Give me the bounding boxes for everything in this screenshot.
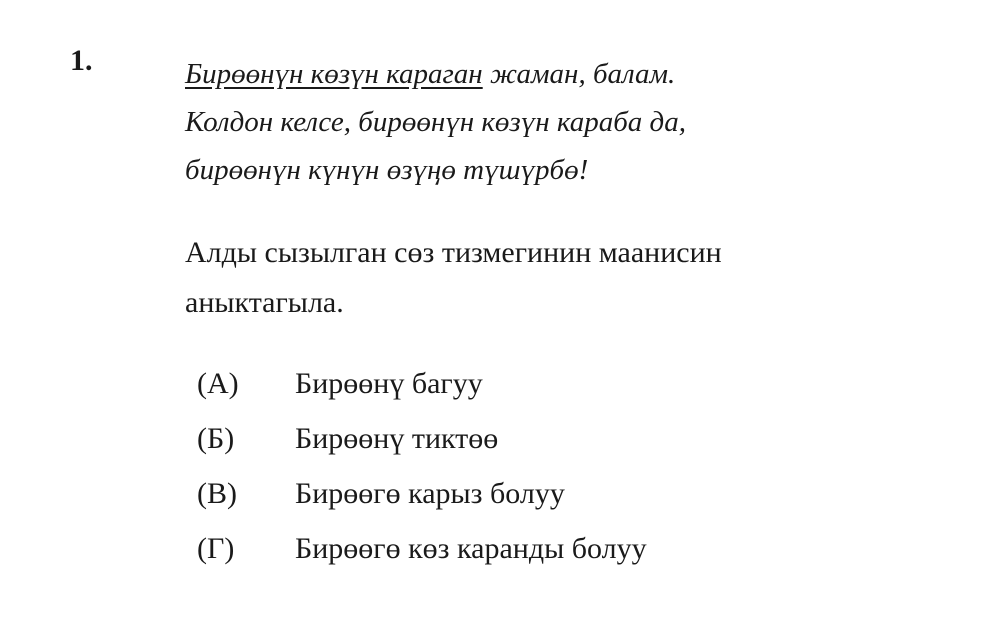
option-b-text: Бирөөнү тиктөө [295, 421, 499, 455]
option-b-label: (Б) [197, 421, 235, 455]
answer-options [197, 356, 957, 576]
option-a-text: Бирөөнү багуу [295, 366, 483, 400]
prompt-line-1: Алды сызылган сөз тизмегинин маанисин [185, 236, 722, 269]
option-v[interactable] [197, 466, 957, 521]
option-a[interactable] [197, 356, 957, 411]
option-g[interactable] [197, 521, 957, 576]
passage-line-2: Колдон келсе, бирөөнүн көзүн караба да, [185, 106, 686, 138]
option-v-label: (В) [197, 476, 237, 510]
passage-line-1-rest: жаман, балам. [482, 58, 676, 90]
quoted-passage [185, 50, 965, 194]
option-g-text: Бирөөгө көз каранды болуу [295, 531, 647, 565]
passage-line-1 [185, 50, 965, 98]
option-b[interactable] [197, 411, 957, 466]
prompt-line-2: аныктагыла. [185, 286, 344, 319]
question-number: 1. [70, 44, 93, 77]
passage-line-3: бирөөнүн күнүн өзүңө түшүрбө! [185, 154, 589, 186]
option-v-text: Бирөөгө карыз болуу [295, 476, 565, 510]
underlined-phrase: Бирөөнүн көзүн караган [185, 58, 483, 90]
option-a-label: (А) [197, 366, 239, 400]
question-prompt [185, 228, 975, 328]
option-g-label: (Г) [197, 531, 235, 565]
